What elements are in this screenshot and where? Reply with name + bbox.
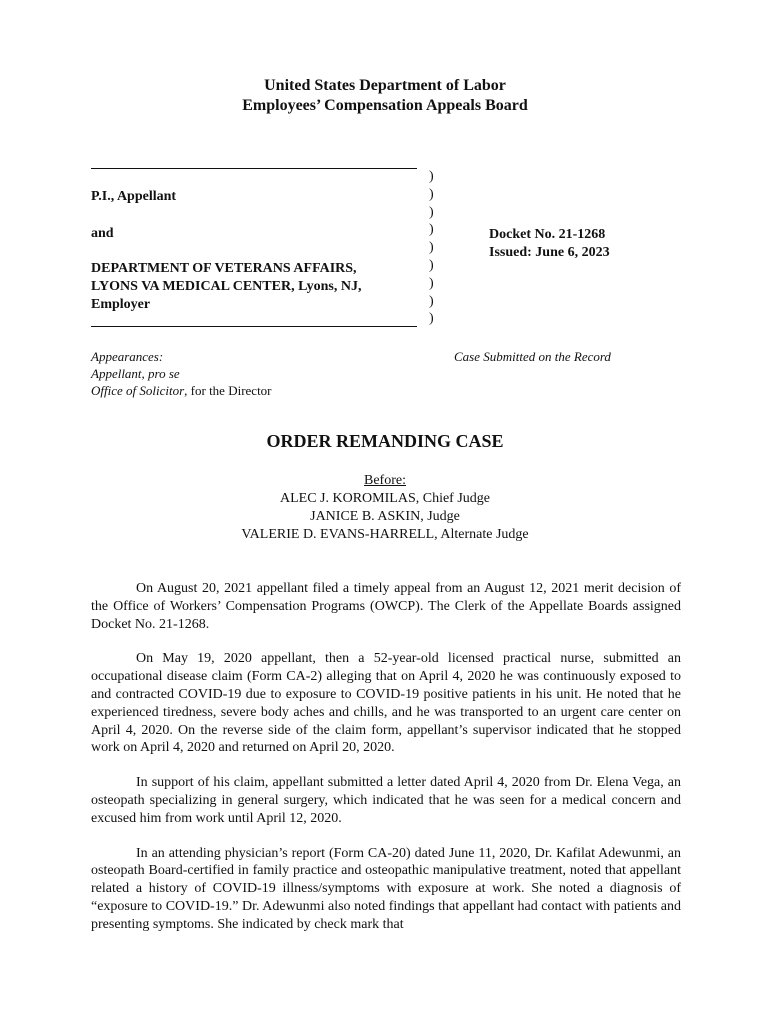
before-label: Before:	[364, 473, 406, 488]
employer-line-2: LYONS VA MEDICAL CENTER, Lyons, NJ,	[91, 279, 362, 294]
caption-parens	[429, 168, 434, 328]
paren: )	[429, 240, 434, 256]
judge-alternate: VALERIE D. EVANS-HARRELL, Alternate Judge	[241, 527, 529, 542]
judges-panel	[0, 472, 770, 544]
caption-rule-bottom	[91, 326, 417, 327]
docket-info	[489, 226, 610, 262]
order-body	[91, 580, 681, 951]
employer-label: Employer	[91, 297, 151, 312]
paren: )	[429, 257, 434, 273]
solicitor-role: , for the Director	[184, 383, 272, 398]
paren: )	[429, 311, 434, 327]
caption-and: and	[91, 226, 114, 241]
appearances-label: Appearances:	[91, 349, 164, 364]
case-submitted-note: Case Submitted on the Record	[454, 349, 611, 364]
paragraph-3: In support of his claim, appellant submitted a letter dated April 4, 2020 from Dr. Elena Vega, an osteopath specializing in general surgery, which indicated that he was seen for a medical concern and excused him from work until April 12, 2020.	[91, 775, 681, 826]
order-title: ORDER REMANDING CASE	[266, 431, 504, 451]
issued-date: Issued: June 6, 2023	[489, 245, 610, 260]
paragraph-1: On August 20, 2021 appellant filed a timely appeal from an August 12, 2021 merit decision of the Office of Workers’ Compensation Programs (OWCP). The Clerk of the Appellate Boards assigned Docket No. 21-1268.	[91, 581, 681, 632]
paren: )	[429, 186, 434, 202]
paren: )	[429, 293, 434, 309]
paren: )	[429, 204, 434, 220]
agency-name: United States Department of Labor	[264, 77, 506, 94]
caption-rule-top	[91, 168, 417, 169]
board-name: Employees’ Compensation Appeals Board	[242, 97, 528, 114]
solicitor-appearance	[91, 382, 411, 399]
paren: )	[429, 222, 434, 238]
paragraph-4: In an attending physician’s report (Form CA-20) dated June 11, 2020, Dr. Kafilat Adewunmi, an osteopath Board-certified in family practice and osteopathic manipulative treatment, noted that appellant related a history of COVID-19 illness/symptoms with exposure at work. She noted a diagnosis of “exposure to COVID-19.” Dr. Adewunmi also noted findings that appellant had contact with patients and presenting symptoms. She indicated by check mark that	[91, 845, 681, 932]
appellant-appearance: Appellant, pro se	[91, 366, 180, 381]
docket-number: Docket No. 21-1268	[489, 227, 606, 242]
appearances-block	[91, 348, 411, 399]
paren: )	[429, 169, 434, 184]
agency-header	[0, 76, 770, 116]
appellant-name: P.I., Appellant	[91, 189, 177, 204]
employer-line-1: DEPARTMENT OF VETERANS AFFAIRS,	[91, 261, 357, 276]
case-caption	[91, 160, 651, 332]
paren: )	[429, 275, 434, 291]
judge-askin: JANICE B. ASKIN, Judge	[310, 509, 460, 524]
paragraph-2: On May 19, 2020 appellant, then a 52-year-old licensed practical nurse, submitted an occupational disease claim (Form CA-2) alleging that on April 4, 2020 he was continuously exposed to and contracted COVID-19 due to exposure to COVID-19 positive patients in his unit. He noted that he experienced tiredness, severe body aches and chills, and he was transported to an urgent care center on April 4, 2020. On the reverse side of the claim form, appellant’s supervisor indicated that he stopped work on April 4, 2020 and returned on April 20, 2020.	[91, 651, 681, 756]
solicitor-office: Office of Solicitor	[91, 383, 185, 398]
judge-chief: ALEC J. KOROMILAS, Chief Judge	[280, 491, 490, 506]
